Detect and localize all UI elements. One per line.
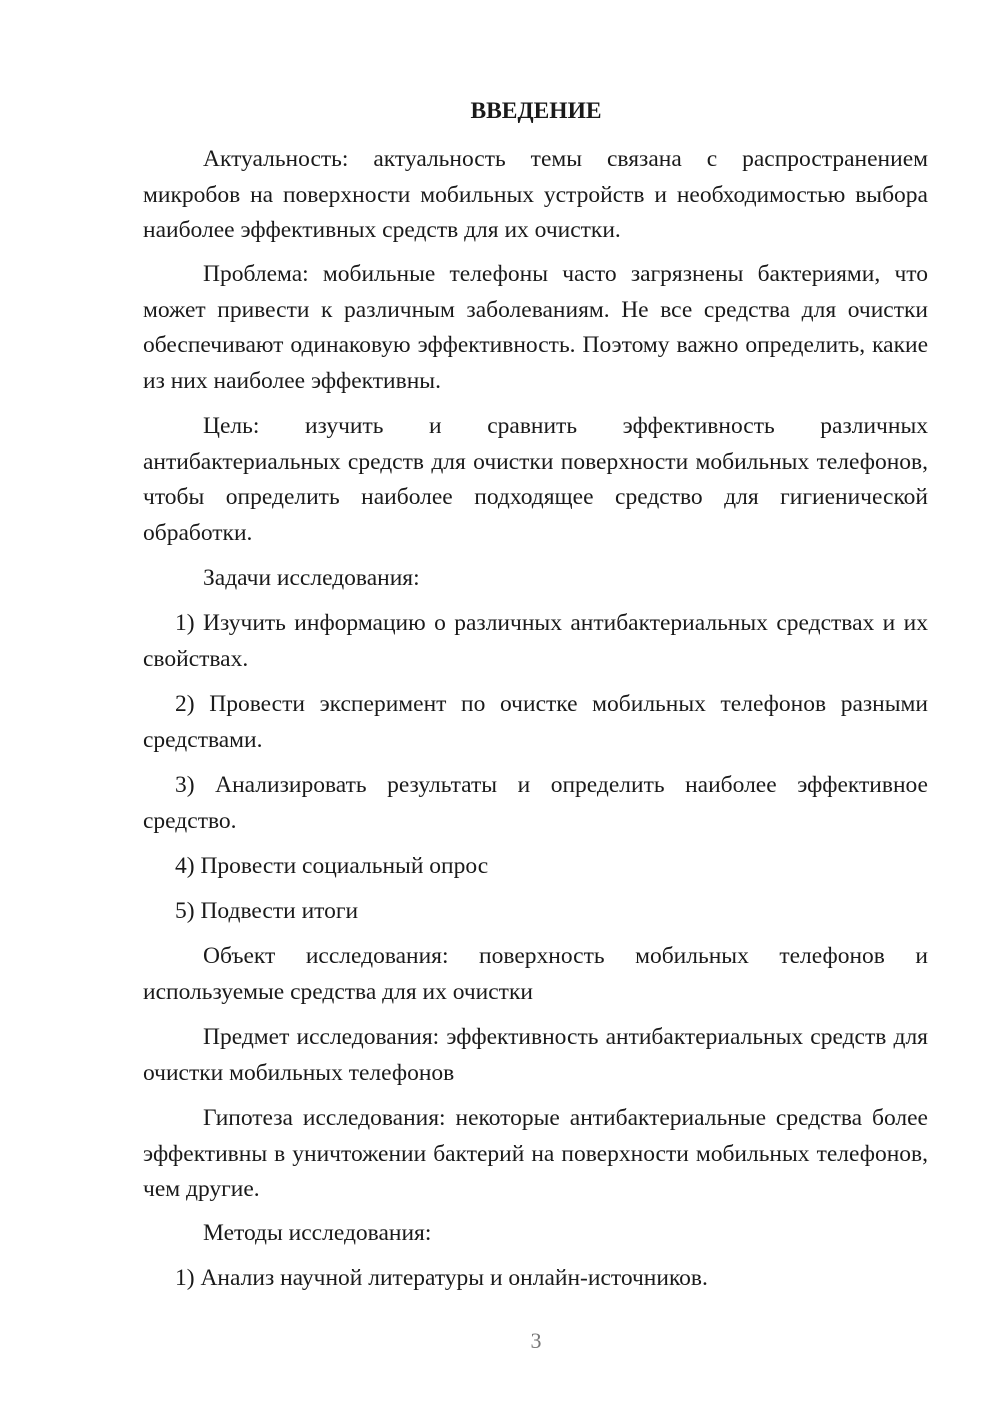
goal-paragraph: Цель: изучить и сравнить эффективность различных антибактериальных средств для очистки поверхности мобильных телефонов, чтобы определить наиболее подходящее средство для гигиенической обработки. bbox=[143, 413, 928, 546]
methods-heading: Методы исследования: bbox=[203, 1220, 432, 1246]
subject-paragraph: Предмет исследования: эффективность антибактериальных средств для очистки мобильных телефонов bbox=[143, 1024, 928, 1086]
problem-paragraph: Проблема: мобильные телефоны часто загрязнены бактериями, что может привести к различным заболеваниям. Не все средства для очистки обеспечивают одинаковую эффективность. Поэтому важно определить, какие из них наиболее эффективны. bbox=[143, 261, 928, 394]
task-item-1: 1) Изучить информацию о различных антибактериальных средствах и их свойствах. bbox=[143, 610, 928, 672]
section-title: ВВЕДЕНИЕ bbox=[470, 98, 602, 124]
task-item-5: 5) Подвести итоги bbox=[175, 898, 359, 924]
method-item-1: 1) Анализ научной литературы и онлайн-источников. bbox=[175, 1265, 708, 1291]
object-paragraph: Объект исследования: поверхность мобильных телефонов и используемые средства для их очистки bbox=[143, 943, 928, 1005]
page-number: 3 bbox=[530, 1328, 542, 1353]
tasks-heading: Задачи исследования: bbox=[203, 565, 420, 591]
hypothesis-paragraph: Гипотеза исследования: некоторые антибактериальные средства более эффективны в уничтожении бактерий на поверхности мобильных телефонов, чем другие. bbox=[143, 1105, 928, 1202]
task-item-3: 3) Анализировать результаты и определить наиболее эффективное средство. bbox=[143, 772, 928, 834]
task-item-4: 4) Провести социальный опрос bbox=[175, 853, 489, 879]
task-item-2: 2) Провести эксперимент по очистке мобильных телефонов разными средствами. bbox=[143, 691, 928, 753]
relevance-paragraph: Актуальность: актуальность темы связана с распространением микробов на поверхности мобильных устройств и необходимостью выбора наиболее эффективных средств для их очистки. bbox=[143, 146, 928, 243]
